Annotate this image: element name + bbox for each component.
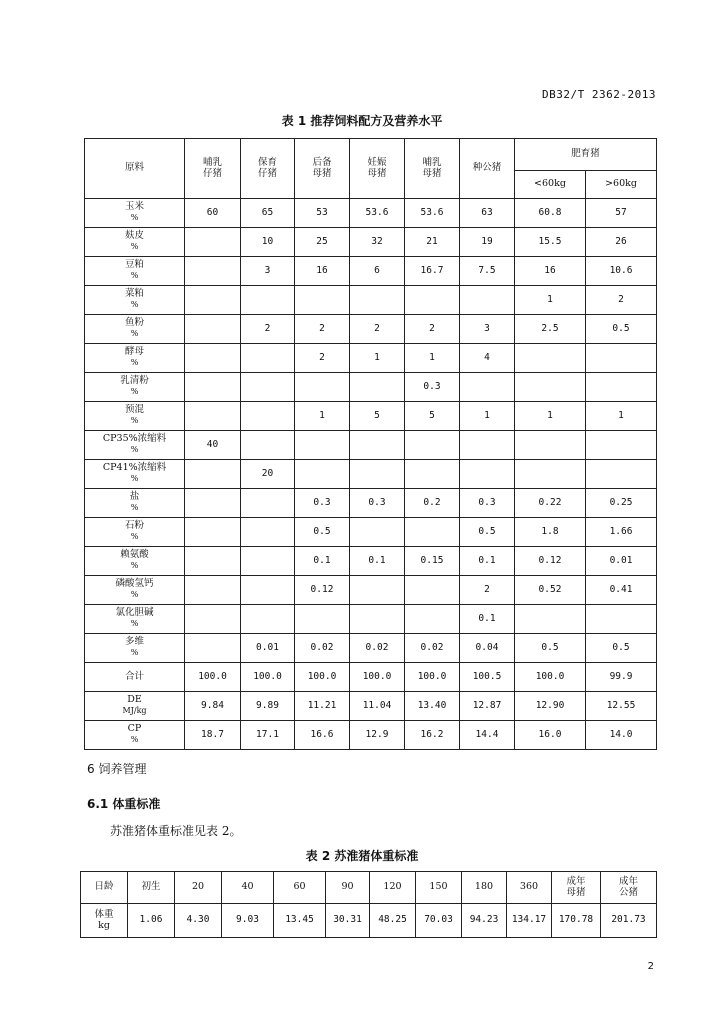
row-material-cell (85, 286, 185, 315)
material-unit: % (130, 271, 139, 280)
row-material-cell (85, 692, 185, 721)
material-name: 菜粕 (124, 288, 144, 300)
value-cell: 11.21 (295, 692, 350, 721)
value-cell (185, 460, 241, 489)
value-cell: 15.5 (515, 228, 586, 257)
table-row (85, 460, 657, 489)
age-cell: 120 (370, 872, 416, 904)
value-cell: 32 (350, 228, 405, 257)
value-cell: 12.90 (515, 692, 586, 721)
material-unit: % (130, 474, 139, 483)
value-cell: 60 (185, 199, 241, 228)
value-cell: 21 (405, 228, 460, 257)
value-cell (586, 431, 657, 460)
weight-cell: 4.30 (175, 904, 222, 938)
value-cell: 16.6 (295, 721, 350, 750)
value-cell: 0.1 (295, 547, 350, 576)
value-cell: 53.6 (405, 199, 460, 228)
row-material-cell (85, 431, 185, 460)
value-cell: 0.1 (460, 605, 515, 634)
table-row (85, 663, 657, 692)
value-cell (586, 344, 657, 373)
value-cell (405, 460, 460, 489)
material-unit: MJ/kg (122, 706, 147, 715)
section-6-1-title: 6.1 体重标准 (87, 797, 161, 811)
material-name: 玉米 (124, 201, 144, 213)
value-cell: 100.0 (241, 663, 295, 692)
value-cell: 2 (295, 344, 350, 373)
value-cell (295, 460, 350, 489)
value-cell: 0.5 (295, 518, 350, 547)
table-row (85, 373, 657, 402)
table-row (85, 199, 657, 228)
value-cell: 0.04 (460, 634, 515, 663)
value-cell: 1.8 (515, 518, 586, 547)
weight-cell: 134.17 (507, 904, 552, 938)
header-fattening-over-60: >60kg (586, 171, 657, 199)
table-row (85, 692, 657, 721)
value-cell: 2 (241, 315, 295, 344)
value-cell: 53 (295, 199, 350, 228)
value-cell: 2 (405, 315, 460, 344)
value-cell (515, 373, 586, 402)
table-row (85, 605, 657, 634)
value-cell (185, 286, 241, 315)
row-material-cell (85, 634, 185, 663)
value-cell: 0.41 (586, 576, 657, 605)
feed-formula-table (84, 138, 657, 750)
row-material-cell (85, 402, 185, 431)
row-material-cell (85, 199, 185, 228)
value-cell (185, 344, 241, 373)
value-cell (460, 460, 515, 489)
header-suckling-piglet: 哺乳 仔猪 (185, 139, 241, 199)
material-unit: % (130, 387, 139, 396)
value-cell (350, 518, 405, 547)
value-cell (405, 286, 460, 315)
material-unit: % (130, 532, 139, 541)
value-cell (350, 286, 405, 315)
value-cell: 3 (241, 257, 295, 286)
value-cell: 16.7 (405, 257, 460, 286)
row-material-cell (85, 257, 185, 286)
age-cell: 180 (462, 872, 507, 904)
value-cell: 0.01 (586, 547, 657, 576)
row-material-cell (85, 721, 185, 750)
weight-cell: 13.45 (274, 904, 326, 938)
value-cell (185, 402, 241, 431)
value-cell: 14.0 (586, 721, 657, 750)
value-cell: 10.6 (586, 257, 657, 286)
age-cell: 360 (507, 872, 552, 904)
value-cell: 0.5 (586, 634, 657, 663)
value-cell: 40 (185, 431, 241, 460)
value-cell: 100.5 (460, 663, 515, 692)
section-6-title: 6 饲养管理 (87, 762, 147, 776)
value-cell: 20 (241, 460, 295, 489)
value-cell: 4 (460, 344, 515, 373)
value-cell: 53.6 (350, 199, 405, 228)
value-cell (185, 315, 241, 344)
age-label: 日龄 (81, 872, 128, 904)
value-cell: 14.4 (460, 721, 515, 750)
value-cell: 100.0 (350, 663, 405, 692)
value-cell: 7.5 (460, 257, 515, 286)
table-row (85, 315, 657, 344)
value-cell: 0.3 (350, 489, 405, 518)
weight-cell: 1.06 (128, 904, 175, 938)
row-material-cell (85, 315, 185, 344)
value-cell: 16.2 (405, 721, 460, 750)
value-cell (460, 431, 515, 460)
material-name: 氯化胆碱 (115, 607, 154, 619)
header-fattening-under-60: <60kg (515, 171, 586, 199)
material-name: 麸皮 (124, 230, 144, 242)
value-cell (185, 547, 241, 576)
value-cell: 2 (460, 576, 515, 605)
header-lactating-sow: 哺乳 母猪 (405, 139, 460, 199)
material-name: CP41%浓缩料 (102, 462, 167, 474)
value-cell (241, 547, 295, 576)
value-cell (460, 286, 515, 315)
value-cell (295, 373, 350, 402)
material-name: 磷酸氢钙 (115, 578, 154, 590)
value-cell: 2 (350, 315, 405, 344)
weight-label-text: 体重 (94, 908, 114, 920)
weight-cell: 30.31 (326, 904, 370, 938)
table-row (85, 402, 657, 431)
value-cell (241, 344, 295, 373)
material-name: 豆粕 (124, 259, 144, 271)
material-name: 石粉 (124, 520, 144, 532)
weight-cell: 70.03 (416, 904, 462, 938)
row-material-cell (85, 547, 185, 576)
header-pregnant-sow: 妊娠 母猪 (350, 139, 405, 199)
value-cell: 16 (295, 257, 350, 286)
value-cell: 57 (586, 199, 657, 228)
table-row (85, 518, 657, 547)
value-cell (350, 605, 405, 634)
section-6-1-text: 苏淮猪体重标准见表 2。 (110, 824, 242, 838)
material-name: CP35%浓缩料 (102, 433, 167, 445)
value-cell (241, 605, 295, 634)
value-cell: 0.25 (586, 489, 657, 518)
value-cell: 0.01 (241, 634, 295, 663)
age-cell: 60 (274, 872, 326, 904)
value-cell: 0.5 (460, 518, 515, 547)
value-cell (185, 489, 241, 518)
value-cell (515, 431, 586, 460)
value-cell (185, 518, 241, 547)
material-name: 鱼粉 (124, 317, 144, 329)
value-cell: 19 (460, 228, 515, 257)
weight-cell: 94.23 (462, 904, 507, 938)
row-material-cell (85, 489, 185, 518)
value-cell (350, 460, 405, 489)
table2-caption: 表 2 苏淮猪体重标准 (305, 849, 419, 863)
table-row (85, 721, 657, 750)
value-cell: 0.3 (460, 489, 515, 518)
value-cell (350, 576, 405, 605)
value-cell: 0.12 (515, 547, 586, 576)
row-material-cell (85, 576, 185, 605)
age-cell: 初生 (128, 872, 175, 904)
header-nursery-piglet: 保育 仔猪 (241, 139, 295, 199)
table-row (85, 489, 657, 518)
row-material-cell (85, 228, 185, 257)
value-cell (241, 431, 295, 460)
value-cell: 1 (515, 286, 586, 315)
value-cell (241, 489, 295, 518)
value-cell: 1 (350, 344, 405, 373)
value-cell: 11.04 (350, 692, 405, 721)
value-cell: 5 (350, 402, 405, 431)
material-name: 预混 (124, 404, 144, 416)
material-unit: % (130, 213, 139, 222)
value-cell: 13.40 (405, 692, 460, 721)
table-row (85, 431, 657, 460)
value-cell (586, 373, 657, 402)
value-cell (405, 518, 460, 547)
material-unit: % (130, 648, 139, 657)
value-cell: 100.0 (295, 663, 350, 692)
row-material-cell (85, 663, 185, 692)
age-cell: 成年 公猪 (601, 872, 657, 904)
row-material-cell (85, 373, 185, 402)
header-material: 原料 (85, 139, 185, 199)
table-row (85, 547, 657, 576)
weight-unit: kg (98, 919, 110, 931)
feed-formula-rows (85, 199, 657, 750)
value-cell: 0.52 (515, 576, 586, 605)
value-cell: 99.9 (586, 663, 657, 692)
age-cell: 150 (416, 872, 462, 904)
material-unit: % (130, 561, 139, 570)
row-material-cell (85, 460, 185, 489)
age-row (81, 872, 657, 904)
value-cell: 6 (350, 257, 405, 286)
table-row (85, 286, 657, 315)
material-name: 酵母 (124, 346, 144, 358)
value-cell (185, 257, 241, 286)
value-cell: 0.15 (405, 547, 460, 576)
value-cell (460, 373, 515, 402)
value-cell: 12.87 (460, 692, 515, 721)
value-cell (295, 286, 350, 315)
value-cell: 10 (241, 228, 295, 257)
material-name: 合计 (124, 670, 144, 682)
material-name: CP (127, 723, 142, 735)
value-cell: 1 (460, 402, 515, 431)
weight-cell: 201.73 (601, 904, 657, 938)
value-cell (515, 460, 586, 489)
body-weight-table (80, 871, 657, 938)
value-cell: 1 (405, 344, 460, 373)
value-cell: 25 (295, 228, 350, 257)
value-cell (185, 576, 241, 605)
value-cell: 12.9 (350, 721, 405, 750)
weight-cell: 170.78 (552, 904, 601, 938)
value-cell: 1 (586, 402, 657, 431)
value-cell: 12.55 (586, 692, 657, 721)
value-cell: 0.02 (295, 634, 350, 663)
value-cell: 100.0 (185, 663, 241, 692)
value-cell (295, 605, 350, 634)
material-unit: % (130, 590, 139, 599)
value-cell: 63 (460, 199, 515, 228)
value-cell (405, 576, 460, 605)
material-unit: % (130, 300, 139, 309)
value-cell: 0.3 (295, 489, 350, 518)
weight-cell: 9.03 (222, 904, 274, 938)
value-cell: 0.5 (515, 634, 586, 663)
age-cell: 20 (175, 872, 222, 904)
material-unit: % (130, 619, 139, 628)
row-material-cell (85, 344, 185, 373)
value-cell: 17.1 (241, 721, 295, 750)
material-unit: % (130, 735, 139, 744)
header-fattening-pig: 肥育猪 (515, 139, 657, 171)
table-row (85, 228, 657, 257)
material-name: DE (127, 694, 142, 706)
value-cell: 26 (586, 228, 657, 257)
value-cell: 1 (295, 402, 350, 431)
value-cell: 0.3 (405, 373, 460, 402)
value-cell (295, 431, 350, 460)
value-cell (586, 460, 657, 489)
table-row (85, 576, 657, 605)
value-cell: 5 (405, 402, 460, 431)
material-unit: % (130, 242, 139, 251)
age-cell: 成年 母猪 (552, 872, 601, 904)
row-material-cell (85, 518, 185, 547)
value-cell: 0.02 (405, 634, 460, 663)
weight-cell: 48.25 (370, 904, 416, 938)
value-cell: 0.1 (460, 547, 515, 576)
page-number: 2 (647, 961, 654, 972)
value-cell (350, 373, 405, 402)
age-cell: 40 (222, 872, 274, 904)
material-unit: % (130, 416, 139, 425)
material-unit: % (130, 329, 139, 338)
row-material-cell (85, 605, 185, 634)
value-cell (350, 431, 405, 460)
value-cell (241, 373, 295, 402)
weight-label (81, 904, 128, 938)
value-cell: 100.0 (405, 663, 460, 692)
material-name: 盐 (129, 491, 140, 503)
value-cell (241, 286, 295, 315)
value-cell (515, 605, 586, 634)
value-cell: 2.5 (515, 315, 586, 344)
value-cell: 0.2 (405, 489, 460, 518)
value-cell: 3 (460, 315, 515, 344)
value-cell: 0.5 (586, 315, 657, 344)
value-cell (241, 576, 295, 605)
value-cell (185, 634, 241, 663)
value-cell: 2 (586, 286, 657, 315)
value-cell: 0.22 (515, 489, 586, 518)
header-boar: 种公猪 (460, 139, 515, 199)
value-cell: 16 (515, 257, 586, 286)
header-reserve-sow: 后备 母猪 (295, 139, 350, 199)
table-row (85, 257, 657, 286)
value-cell: 0.02 (350, 634, 405, 663)
value-cell: 1.66 (586, 518, 657, 547)
value-cell (405, 605, 460, 634)
material-unit: % (130, 358, 139, 367)
value-cell: 9.89 (241, 692, 295, 721)
value-cell: 0.1 (350, 547, 405, 576)
material-unit: % (130, 445, 139, 454)
value-cell (515, 344, 586, 373)
value-cell: 16.0 (515, 721, 586, 750)
table1-caption: 表 1 推荐饲料配方及营养水平 (281, 114, 443, 128)
value-cell: 65 (241, 199, 295, 228)
material-unit: % (130, 503, 139, 512)
value-cell (185, 373, 241, 402)
material-name: 乳清粉 (120, 375, 149, 387)
material-name: 多维 (124, 636, 144, 648)
value-cell (586, 605, 657, 634)
value-cell: 18.7 (185, 721, 241, 750)
value-cell (241, 402, 295, 431)
value-cell: 0.12 (295, 576, 350, 605)
table-row (85, 634, 657, 663)
value-cell: 2 (295, 315, 350, 344)
value-cell (241, 518, 295, 547)
table-row (85, 344, 657, 373)
value-cell: 60.8 (515, 199, 586, 228)
weight-row (81, 904, 657, 938)
age-cell: 90 (326, 872, 370, 904)
value-cell: 9.84 (185, 692, 241, 721)
value-cell (185, 605, 241, 634)
value-cell: 1 (515, 402, 586, 431)
value-cell (185, 228, 241, 257)
document-code: DB32/T 2362-2013 (542, 88, 656, 101)
value-cell: 100.0 (515, 663, 586, 692)
value-cell (405, 431, 460, 460)
material-name: 赖氨酸 (120, 549, 149, 561)
